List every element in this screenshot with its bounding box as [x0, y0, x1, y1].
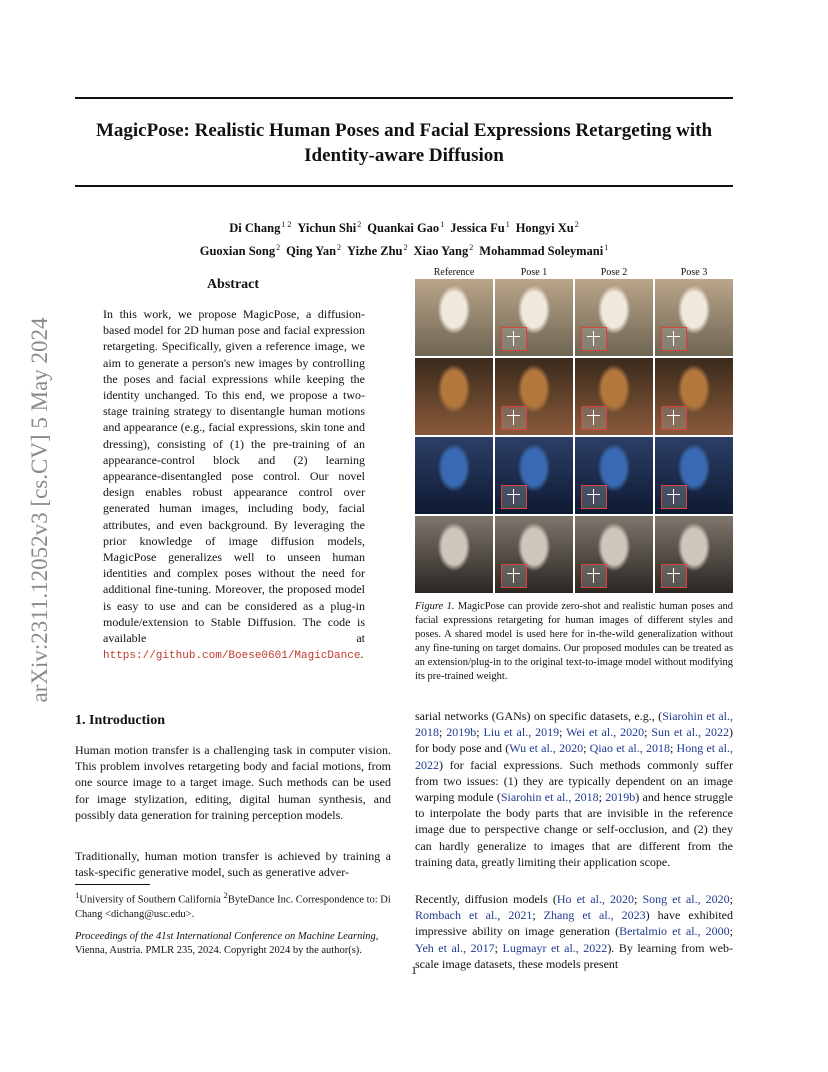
figure-caption-label: Figure 1. — [415, 601, 455, 612]
citation-link[interactable]: Wu et al., 2020 — [509, 741, 584, 756]
proceedings-italic: Proceedings of the 41st International Conference on Machine Learning — [75, 931, 376, 942]
author-affiliation: 1 — [505, 220, 510, 229]
pose-skeleton-icon — [581, 564, 607, 588]
abstract-body — [103, 306, 365, 664]
author-affiliation: 2 — [357, 220, 362, 229]
paper-title: MagicPose: Realistic Human Poses and Facial Expressions Retargeting with Identity-aware Diffusion — [95, 120, 713, 166]
author-name: Qing Yan$^2$ — [286, 243, 342, 259]
author-name: Mohammad Soleymani$^1$ — [479, 243, 609, 259]
citation-link[interactable]: Bertalmio et al., 2000 — [619, 924, 730, 939]
figure-column-label: Pose 2 — [600, 267, 628, 278]
figure-image — [415, 358, 493, 435]
figure-caption — [415, 600, 733, 685]
footnote-mark-1: 1 — [75, 890, 80, 900]
intro-paragraph-1: Human motion transfer is a challenging task in computer vision. This problem involves retargeting body and facial motions, from one source image to a target image. Such methods can be used for image stylization, editing, digital human synthesis, and possibly data generation for training perception models. — [75, 743, 391, 822]
citation-link[interactable]: Zhang et al., 2023 — [543, 908, 646, 923]
figure-image — [575, 437, 653, 514]
paragraph-text: ; — [559, 725, 567, 740]
citation-link[interactable]: 2019b — [605, 790, 636, 805]
pose-skeleton-icon — [501, 564, 527, 588]
figure-column-labels — [415, 267, 733, 279]
figure-image — [575, 358, 653, 435]
author-affiliation: 2 — [574, 220, 579, 229]
right-paragraph-2 — [415, 891, 733, 972]
figure-image-grid — [415, 279, 733, 591]
paragraph-text: Recently, diffusion models ( — [415, 892, 557, 906]
paragraph-text: ; — [583, 741, 590, 756]
paragraph-text: ; — [439, 725, 447, 740]
figure-image — [655, 516, 733, 593]
paragraph-text: ; — [669, 741, 677, 756]
pose-skeleton-icon — [581, 406, 607, 430]
intro-paragraph-2: Traditionally, human motion transfer is achieved by training a task-specific generative model, such as generative adver- — [75, 849, 391, 880]
paragraph-text: ; — [598, 790, 606, 805]
author-affiliation: 2 — [469, 243, 474, 253]
paragraph-text: ; — [729, 924, 733, 939]
paragraph-text: ; — [634, 892, 643, 906]
figure-image — [575, 516, 653, 593]
citation-link[interactable]: Siarohin et al., 2018 — [500, 790, 599, 805]
citation-link[interactable]: Sun et al., 2022 — [651, 725, 729, 740]
proceedings-rest: , Vienna, Austria. PMLR 235, 2024. Copyright 2024 by the author(s). — [75, 931, 379, 956]
author-name: Hongyi Xu$^2$ — [515, 220, 579, 236]
figure-image — [495, 279, 573, 356]
pose-skeleton-icon — [661, 327, 687, 351]
paragraph-text: ; — [532, 908, 544, 923]
citation-link[interactable]: Wei et al., 2020 — [566, 725, 645, 740]
citation-link[interactable]: Hong et al., 2022 — [415, 741, 733, 772]
figure-image — [415, 516, 493, 593]
pose-skeleton-icon — [501, 406, 527, 430]
paragraph-text: ) for facial expressions. Such methods commonly suffer from two issues: (1) they are typically dependent on an image warping module ( — [415, 757, 733, 805]
author-name: Yizhe Zhu$^2$ — [347, 243, 408, 259]
figure-column-label: Reference — [433, 267, 475, 278]
figure-image — [415, 437, 493, 514]
author-name: Jessica Fu$^1$ — [450, 220, 510, 236]
author-affiliation: 2 — [337, 243, 342, 253]
paragraph-text: sarial networks (GANs) on specific datasets, e.g., ( — [415, 709, 663, 723]
figure-caption-text: MagicPose can provide zero-shot and realistic human poses and facial expressions retargeting for human images of different styles and poses. A shared model is used here for in-the-wild generalization without any fine-tuning on target domains. Our proposed modules can be treated as an extension/plug-in to the original text-to-image model without modifying its pre-trained weight. — [415, 601, 734, 683]
author-name: Guoxian Song$^2$ — [199, 243, 281, 259]
author-list — [75, 215, 733, 261]
figure-image — [655, 358, 733, 435]
pose-skeleton-icon — [581, 485, 607, 509]
author-name: Xiao Yang$^2$ — [413, 243, 474, 259]
citation-link[interactable]: Liu et al., 2019 — [483, 725, 560, 740]
author-affiliation: 2 — [276, 243, 281, 253]
author-affiliation: 1 — [440, 220, 445, 229]
figure-image — [655, 437, 733, 514]
figure-image — [415, 279, 493, 356]
author-affiliation: 1 — [604, 243, 609, 253]
paragraph-text: ). By learning from web-scale image datasets, these models present — [415, 940, 733, 971]
author-name: Di Chang$^{1 2}$ — [229, 220, 292, 236]
author-name: Quankai Gao$^1$ — [367, 220, 445, 236]
footnote-text-1: University of Southern California — [79, 894, 224, 906]
figure-image — [495, 437, 573, 514]
abstract-end: . — [360, 647, 364, 662]
footnote-rule — [75, 884, 150, 885]
proceedings-note — [75, 930, 391, 958]
paragraph-text: ; — [476, 725, 484, 740]
footnote-mark-2: 2 — [223, 890, 228, 900]
paragraph-text: ; — [494, 940, 503, 955]
abstract-heading: Abstract — [206, 277, 260, 292]
pose-skeleton-icon — [661, 406, 687, 430]
right-paragraph-1 — [415, 708, 733, 870]
citation-link[interactable]: Qiao et al., 2018 — [589, 741, 670, 756]
citation-link[interactable]: Ho et al., 2020 — [556, 892, 635, 906]
citation-link[interactable]: 2019b — [446, 725, 477, 740]
pose-skeleton-icon — [661, 564, 687, 588]
citation-link[interactable]: Lugmayr et al., 2022 — [502, 940, 608, 955]
citation-link[interactable]: Song et al., 2020 — [642, 892, 730, 906]
arxiv-stamp: arXiv:2311.12052v3 [cs.CV] 5 May 2024 — [27, 317, 52, 703]
citation-link[interactable]: Rombach et al., 2021 — [415, 908, 533, 923]
figure-image — [655, 279, 733, 356]
paragraph-text: ; — [644, 725, 652, 740]
paragraph-text: ) for body pose and ( — [415, 725, 733, 756]
figure-image — [575, 279, 653, 356]
pose-skeleton-icon — [501, 327, 527, 351]
footnote — [75, 888, 391, 922]
figure-column-label: Pose 3 — [680, 267, 708, 278]
figure-image — [495, 358, 573, 435]
paragraph-text: ) have exhibited impressive ability on image generation ( — [415, 908, 733, 939]
figure-column-label: Pose 1 — [520, 267, 548, 278]
author-affiliation: 1 2 — [281, 220, 292, 229]
citation-link[interactable]: Siarohin et al., 2018 — [415, 709, 734, 740]
abstract-text: In this work, we propose MagicPose, a diffusion-based model for 2D human pose and facial expression retargeting. Specifically, given a reference image, we aim to generate a person's new images by controlling the poses and facial expressions while keeping the identity unchanged. To this end, we propose a two-stage training strategy to disentangle human motions and appearance (e.g., facial expressions, skin tone and dressing), consisting of (1) the pre-training of an appearance-control block and (2) learning appearance-disentangled pose control. Our novel design enables robust appearance control over generated human images, including body, facial attributes, and even background. By leveraging the prior knowledge of image diffusion models, MagicPose generalizes well to unseen human identities and complex poses without the need for additional fine-tuning. Moreover, the proposed model is easy to use and can be considered as a plug-in module/extension to Stable Diffusion. The code is available at — [103, 307, 365, 646]
title-bottom-rule — [75, 185, 733, 187]
paragraph-text: ; — [729, 892, 733, 906]
figure-image — [495, 516, 573, 593]
pose-skeleton-icon — [661, 485, 687, 509]
top-rule — [75, 97, 733, 99]
introduction-heading: 1. Introduction — [75, 713, 165, 728]
paragraph-text: ) and hence struggle to interpolate the body parts that are invisible in the reference image due to perspective change or self-occlusion, and (2) they can hardly generalize to images that are different from the training data, greatly limiting their application scope. — [415, 790, 733, 869]
pose-skeleton-icon — [501, 485, 527, 509]
pose-skeleton-icon — [581, 327, 607, 351]
author-name: Yichun Shi$^2$ — [297, 220, 362, 236]
page-number: 1 — [411, 963, 417, 977]
author-affiliation: 2 — [403, 243, 408, 253]
citation-link[interactable]: Yeh et al., 2017 — [415, 940, 495, 955]
code-link[interactable]: https://github.com/Boese0601/MagicDance — [103, 650, 361, 663]
footnote-text-2: ByteDance Inc. Correspondence to: Di Chang <dichang@usc.edu>. — [75, 894, 391, 920]
